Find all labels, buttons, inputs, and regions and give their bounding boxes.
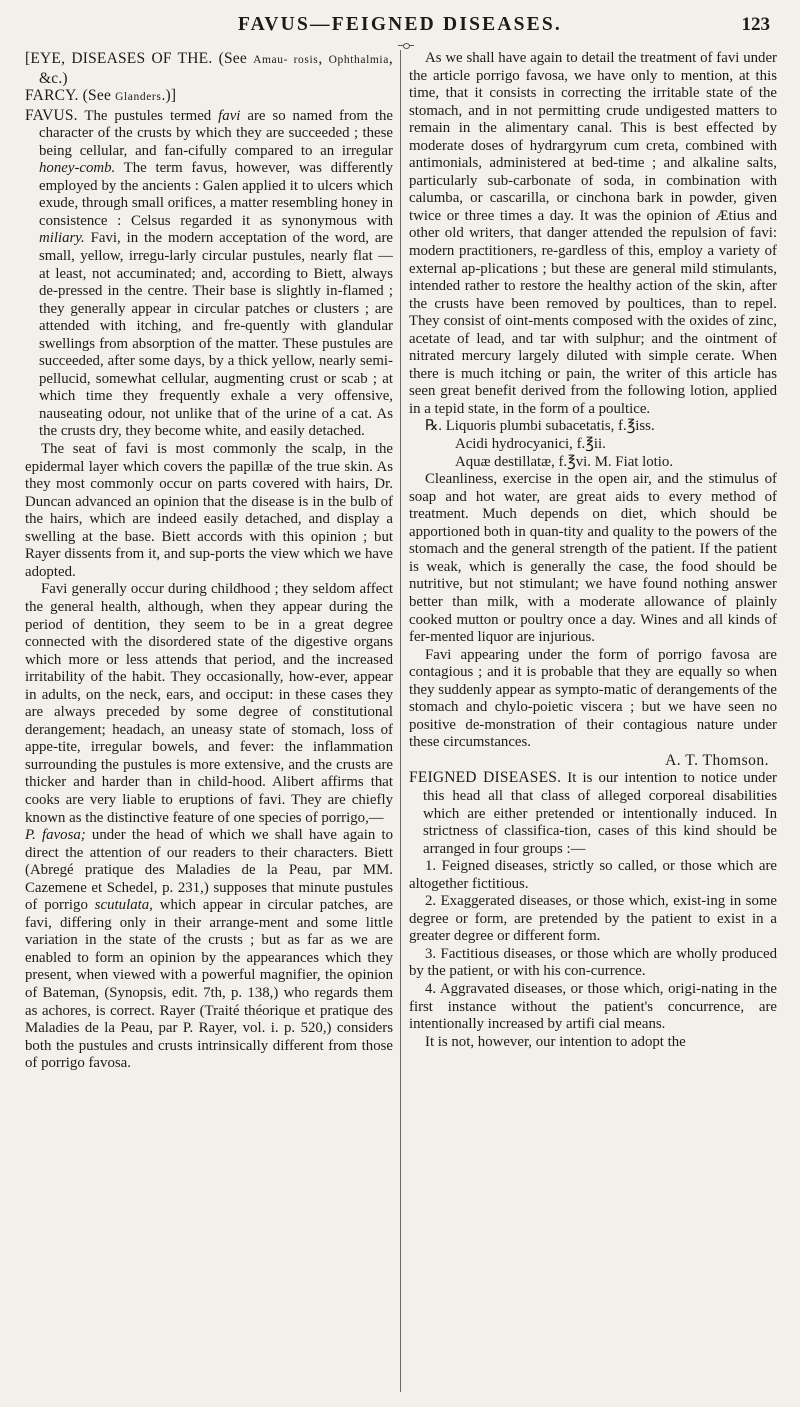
- page-header: [0, 14, 800, 50]
- list-item-aggravated: 4. Aggravated diseases, or those which, origi-nating in the first instance without the patient's concurrence, are intentionally increased by artifi cial means.: [409, 980, 777, 1033]
- prescription-line-2: Acidi hydrocyanici, f.℥ii.: [455, 436, 606, 453]
- entry-favus: FAVUS. The pustules termed favi are so named from the character of the crusts by which they are succeeded ; these being cellular, and fan-cifully compared to an irregular honey-comb. The term favus, however, was differently employed by the ancients : Galen applied it to ulcers which exude, through small orifices, a matter resembling honey in consistence : Celsus regarded it as synonymous with miliary. Favi, in the modern acceptation of the word, are small, yellow, irregu-larly circular pustules, nearly flat — at least, not accuminated; and, according to Biett, always de-pressed in the centre. Their base is slightly in-flamed ; they generally appear in circular patches or clusters ; are attended with itching, and fre-quently with glandular swellings from absorption of the matter. These pustules are succeeded, after some days, by a thick yellow, nearly semi-pellucid, somewhat cellular, augmenting crust or scab ; at which time they frequently exhale a very offensive, nauseating odour, not unlike that of the urine of a cat. As the crusts dry, they become white, and easily detached.: [25, 106, 393, 440]
- prescription-line-3: Aquæ destillatæ, f.℥vi. M. Fiat lotio.: [455, 453, 674, 470]
- column-divider: [400, 50, 401, 1392]
- paragraph-childhood: Favi generally occur during childhood ; they seldom affect the general health, although, when they appear during the period of dentition, they seem to be in a great degree connected with the disordered state of the digestive organs which more or less attends that period, and the increased irritability of the habit. They occasionally, how-ever, appear in adults, on the neck, ears, and occiput: in these cases they are always preceded by some degree of constitutional derangement; headach, an uneasy state of stomach, loss of appe-tite, irregular bowels, and fever: the inflammation surrounding the pustules is more extensive, and the crusts are thicker and harder than in child-hood. Alibert affirms that cooks are very liable to eruptions of favi. They are chiefly known as the distinctive feature of one species of porrigo,—: [25, 581, 393, 826]
- list-item-feigned: 1. Feigned diseases, strictly so called, or those which are altogether fictitious.: [409, 858, 777, 892]
- page-number: 123: [741, 14, 770, 35]
- list-item-exaggerated: 2. Exaggerated diseases, or those which, exist-ing in some degree or form, are pretended by the patient to exist in a greater degree or different form.: [409, 893, 777, 945]
- paragraph-seat: The seat of favi is most commonly the scalp, in the epidermal layer which covers the papillæ of the true skin. As they most commonly occur on parts covered with hairs, Dr. Duncan advanced an opinion that the disease is in the bulb of the hairs, which are indeed easily detached, and display a swelling at the base. Biett accords with this opinion ; but Rayer dissents from it, and sup-ports the view which we have adopted.: [25, 441, 393, 580]
- entry-feigned-diseases: FEIGNED DISEASES. It is our intention to notice under this head all that class of alleged corporeal disabilities which are either pretended or intentionally induced. In strictness of classifica-tion, cases of this kind should be arranged in four groups :—: [409, 769, 777, 857]
- see-ophthalmia: Ophthalmia: [328, 54, 389, 66]
- prescription-line-1: ℞. Liquoris plumbi subacetatis, f.℥iss.: [425, 418, 655, 435]
- entry-eye: [EYE, DISEASES OF THE. (See Amau- rosis, Ophthalmia, &c.): [25, 50, 393, 87]
- favus-heading: FAVUS.: [25, 106, 78, 124]
- right-column: [409, 50, 777, 1395]
- author-signature: A. T. Thomson.: [665, 751, 769, 769]
- paragraph-treatment: As we shall have again to detail the treatment of favi under the article porrigo favosa, we have only to mention, at this time, that it consists in correcting the irritable state of the stomach, and in not permitting crude undigested matters to remain in the alimentary canal. This is best effected by moderate doses of hydrargyrum cum creta, combined with antimonials, administered at bed-time ; and alkaline salts, particularly sub-carbonate of soda, in combination with calumba, or cascarilla, or cinchona bark in powder, given twice or three times a day. It was the opinion of Ætius and other old writers, that danger attended the repulsion of favi: modern practitioners, re-gardless of this, employ a variety of external ap-plications ; but these are general mild stimulants, intended rather to restore the healthy action of the skin, after the crusts have been removed by poultices, than to repel. They consist of oint-ments composed with the oxides of zinc, acetate of lead, and tar with sulphur; and the ointment of nitrated mercury largely diluted with simple cerate. When there is much itching or pain, the writer of this article has seen great benefit derived from the following lotion, applied in a tepid state, in the form of a poultice.: [409, 50, 777, 417]
- paragraph-diet: Cleanliness, exercise in the open air, and the stimulus of soap and hot water, are great aids to every method of treatment. Much depends on diet, which should be apportioned both in quan-tity and quality to the powers of the stomach and the general strength of the patient. If the patient is weak, which is generally the case, the food should be nutritive, but not stimulant; we have found nothing answer better than milk, with a moderate allowance of plainly cooked mutton or poultry once a day. Wines and all kinds of fer-mented liquor are injurious.: [409, 471, 777, 646]
- feigned-heading: FEIGNED DISEASES.: [409, 769, 562, 787]
- paragraph-porrigo: P. favosa; under the head of which we shall have again to direct the attention of our readers to their characters. Biett (Abregé pratique des Maladies de la Peau, par MM. Cazemene et Schedel, p. 231,) supposes that minute pustules of porrigo scutulata, which appear in circular patches, are favi, differing only in their arrange-ment and some little variation in the state of the crusts ; but as far as we are enabled to form an opinion by the appearances which they present, when viewed with a powerful magnifier, the opinion of Bateman, (Synopsis, edit. 7th, p. 138,) who regards them as achores, is correct. Rayer (Traité théorique et pratique des Maladies de la Peau, par P. Rayer, vol. i. p. 520,) considers both the pustules and crusts intrinsically different from those of porrigo favosa.: [25, 827, 393, 1072]
- list-item-factitious: 3. Factitious diseases, or those which are wholly produced by the patient, or with his con-currence.: [409, 945, 777, 980]
- entry-farcy: FARCY. (See Glanders.)]: [25, 87, 177, 105]
- see-amaurosis: Amau- rosis: [253, 54, 319, 66]
- see-glanders: Glanders: [115, 91, 162, 104]
- left-column: [25, 50, 393, 1395]
- paragraph-closing: It is not, however, our intention to adopt the: [425, 1033, 686, 1050]
- paragraph-contagion: Favi appearing under the form of porrigo favosa are contagious ; and it is probable that they are equally so when they suddenly appear as sympto-matic of derangements of the stomach and chylo-poietic viscera ; but we have seen no positive de-monstration of their contagious nature under these circumstances.: [409, 646, 777, 751]
- running-title: FAVUS—FEIGNED DISEASES.: [237, 14, 563, 35]
- header-ornament: [398, 45, 414, 46]
